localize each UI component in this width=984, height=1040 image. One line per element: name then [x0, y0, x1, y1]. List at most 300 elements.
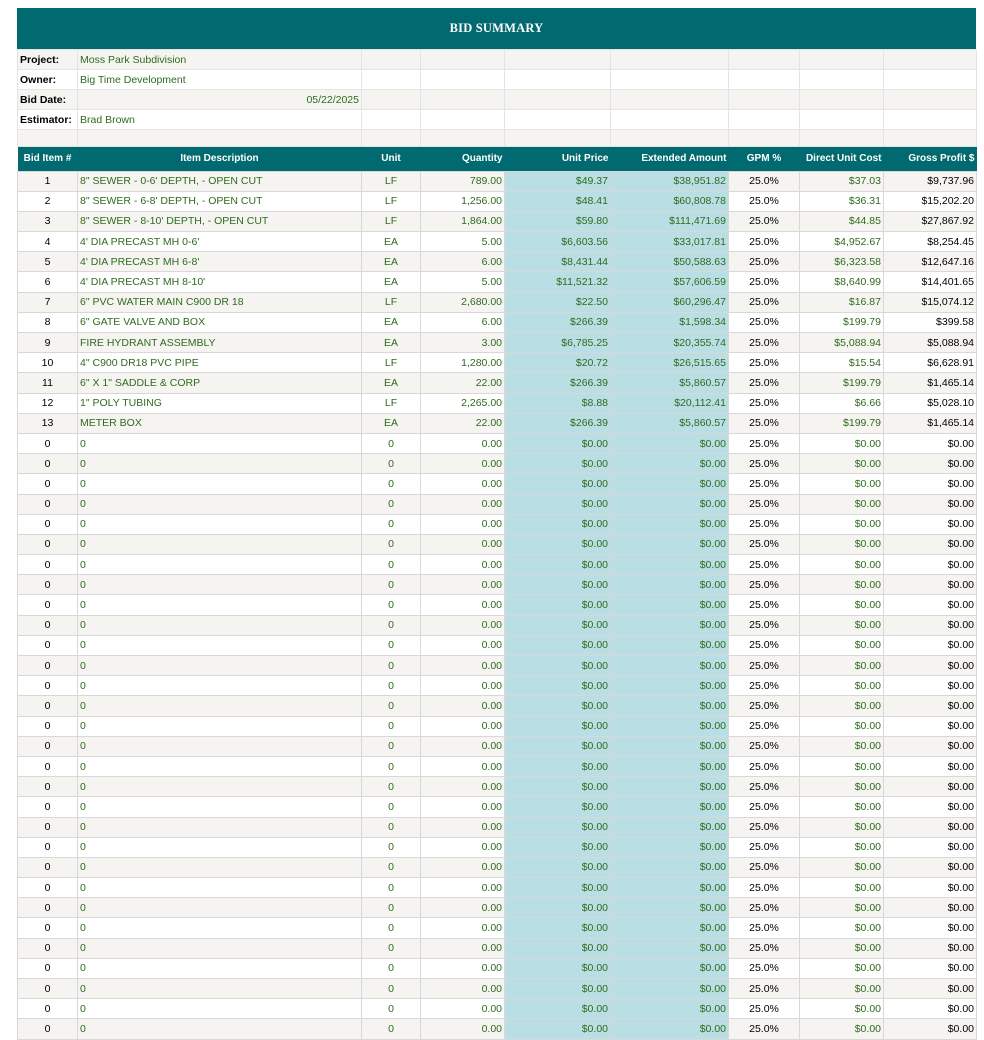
cell-unit-price[interactable]: $11,521.32 — [505, 272, 611, 292]
cell-direct-unit-cost[interactable]: $0.00 — [800, 777, 884, 797]
cell-extended-amount[interactable]: $0.00 — [611, 777, 729, 797]
cell-bid-item-number[interactable]: 0 — [18, 1019, 78, 1039]
cell-gpm-percent[interactable]: 25.0% — [729, 756, 800, 776]
cell-bid-item-number[interactable]: 5 — [18, 252, 78, 272]
cell-gpm-percent[interactable]: 25.0% — [729, 232, 800, 252]
cell-direct-unit-cost[interactable]: $0.00 — [800, 878, 884, 898]
project-label[interactable]: Project: — [18, 50, 78, 70]
cell-gpm-percent[interactable]: 25.0% — [729, 999, 800, 1019]
cell-unit[interactable]: LF — [362, 353, 421, 373]
cell-item-description[interactable]: 4' DIA PRECAST MH 8-10' — [78, 272, 362, 292]
cell-gross-profit[interactable]: $0.00 — [884, 615, 977, 635]
cell-quantity[interactable]: 6.00 — [421, 312, 505, 332]
cell-gpm-percent[interactable]: 25.0% — [729, 656, 800, 676]
column-header-direct-unit-cost[interactable]: Direct Unit Cost — [800, 147, 884, 171]
cell-gross-profit[interactable]: $0.00 — [884, 656, 977, 676]
cell-quantity[interactable]: 0.00 — [421, 1019, 505, 1039]
empty-cell[interactable] — [505, 130, 611, 147]
cell-unit[interactable]: 0 — [362, 918, 421, 938]
cell-unit-price[interactable]: $0.00 — [505, 817, 611, 837]
cell-extended-amount[interactable]: $0.00 — [611, 817, 729, 837]
cell-gross-profit[interactable]: $0.00 — [884, 534, 977, 554]
cell-item-description[interactable]: 0 — [78, 615, 362, 635]
cell-unit-price[interactable]: $0.00 — [505, 938, 611, 958]
cell-unit[interactable]: EA — [362, 272, 421, 292]
cell-quantity[interactable]: 0.00 — [421, 433, 505, 453]
cell-item-description[interactable]: 4' DIA PRECAST MH 0-6' — [78, 232, 362, 252]
cell-gpm-percent[interactable]: 25.0% — [729, 373, 800, 393]
cell-item-description[interactable]: 0 — [78, 797, 362, 817]
cell-unit-price[interactable]: $0.00 — [505, 736, 611, 756]
cell-gross-profit[interactable]: $0.00 — [884, 635, 977, 655]
cell-direct-unit-cost[interactable]: $0.00 — [800, 494, 884, 514]
cell-unit[interactable]: LF — [362, 393, 421, 413]
cell-gpm-percent[interactable]: 25.0% — [729, 777, 800, 797]
cell-quantity[interactable]: 0.00 — [421, 777, 505, 797]
cell-gross-profit[interactable]: $0.00 — [884, 494, 977, 514]
cell-unit-price[interactable]: $48.41 — [505, 191, 611, 211]
cell-unit-price[interactable]: $0.00 — [505, 454, 611, 474]
cell-gross-profit[interactable]: $0.00 — [884, 696, 977, 716]
cell-extended-amount[interactable]: $0.00 — [611, 454, 729, 474]
cell-unit[interactable]: 0 — [362, 1019, 421, 1039]
cell-unit[interactable]: 0 — [362, 454, 421, 474]
cell-quantity[interactable]: 1,280.00 — [421, 353, 505, 373]
empty-cell[interactable] — [421, 70, 505, 90]
cell-unit[interactable]: 0 — [362, 595, 421, 615]
cell-unit[interactable]: 0 — [362, 999, 421, 1019]
cell-quantity[interactable]: 0.00 — [421, 474, 505, 494]
cell-gross-profit[interactable]: $27,867.92 — [884, 211, 977, 231]
cell-extended-amount[interactable]: $0.00 — [611, 555, 729, 575]
cell-unit[interactable]: 0 — [362, 837, 421, 857]
cell-extended-amount[interactable]: $0.00 — [611, 736, 729, 756]
column-header-quantity[interactable]: Quantity — [421, 147, 505, 171]
cell-extended-amount[interactable]: $0.00 — [611, 595, 729, 615]
cell-unit-price[interactable]: $0.00 — [505, 534, 611, 554]
cell-extended-amount[interactable]: $0.00 — [611, 494, 729, 514]
cell-extended-amount[interactable]: $0.00 — [611, 979, 729, 999]
cell-quantity[interactable]: 0.00 — [421, 797, 505, 817]
cell-direct-unit-cost[interactable]: $0.00 — [800, 534, 884, 554]
cell-item-description[interactable]: 0 — [78, 474, 362, 494]
cell-gross-profit[interactable]: $0.00 — [884, 474, 977, 494]
cell-bid-item-number[interactable]: 0 — [18, 777, 78, 797]
empty-cell[interactable] — [611, 70, 729, 90]
cell-unit-price[interactable]: $0.00 — [505, 999, 611, 1019]
cell-gpm-percent[interactable]: 25.0% — [729, 837, 800, 857]
cell-gross-profit[interactable]: $0.00 — [884, 958, 977, 978]
cell-unit[interactable]: 0 — [362, 938, 421, 958]
cell-extended-amount[interactable]: $26,515.65 — [611, 353, 729, 373]
cell-gross-profit[interactable]: $399.58 — [884, 312, 977, 332]
cell-bid-item-number[interactable]: 0 — [18, 857, 78, 877]
column-header-gpm-percent[interactable]: GPM % — [729, 147, 800, 171]
cell-unit[interactable]: 0 — [362, 656, 421, 676]
cell-unit[interactable]: 0 — [362, 878, 421, 898]
cell-quantity[interactable]: 0.00 — [421, 958, 505, 978]
cell-gpm-percent[interactable]: 25.0% — [729, 433, 800, 453]
empty-cell[interactable] — [505, 90, 611, 110]
cell-gpm-percent[interactable]: 25.0% — [729, 252, 800, 272]
cell-quantity[interactable]: 6.00 — [421, 252, 505, 272]
cell-item-description[interactable]: 0 — [78, 514, 362, 534]
cell-direct-unit-cost[interactable]: $4,952.67 — [800, 232, 884, 252]
cell-extended-amount[interactable]: $0.00 — [611, 898, 729, 918]
cell-unit-price[interactable]: $0.00 — [505, 1019, 611, 1039]
empty-cell[interactable] — [729, 70, 800, 90]
cell-item-description[interactable]: 0 — [78, 534, 362, 554]
cell-unit-price[interactable]: $0.00 — [505, 797, 611, 817]
cell-unit[interactable]: EA — [362, 252, 421, 272]
empty-cell[interactable] — [421, 130, 505, 147]
cell-unit-price[interactable]: $0.00 — [505, 958, 611, 978]
cell-unit[interactable]: 0 — [362, 615, 421, 635]
cell-gpm-percent[interactable]: 25.0% — [729, 635, 800, 655]
cell-bid-item-number[interactable]: 2 — [18, 191, 78, 211]
bid-date-label[interactable]: Bid Date: — [18, 90, 78, 110]
cell-gross-profit[interactable]: $6,628.91 — [884, 353, 977, 373]
cell-extended-amount[interactable]: $0.00 — [611, 615, 729, 635]
cell-bid-item-number[interactable]: 0 — [18, 514, 78, 534]
cell-unit[interactable]: 0 — [362, 514, 421, 534]
cell-unit-price[interactable]: $0.00 — [505, 575, 611, 595]
cell-gross-profit[interactable]: $0.00 — [884, 555, 977, 575]
column-header-gross-profit[interactable]: Gross Profit $ — [884, 147, 977, 171]
cell-extended-amount[interactable]: $60,808.78 — [611, 191, 729, 211]
cell-bid-item-number[interactable]: 0 — [18, 898, 78, 918]
cell-direct-unit-cost[interactable]: $37.03 — [800, 171, 884, 191]
cell-unit[interactable]: 0 — [362, 958, 421, 978]
cell-unit[interactable]: 0 — [362, 635, 421, 655]
cell-unit-price[interactable]: $8,431.44 — [505, 252, 611, 272]
cell-bid-item-number[interactable]: 3 — [18, 211, 78, 231]
cell-unit[interactable]: 0 — [362, 898, 421, 918]
cell-bid-item-number[interactable]: 11 — [18, 373, 78, 393]
cell-direct-unit-cost[interactable]: $15.54 — [800, 353, 884, 373]
cell-quantity[interactable]: 0.00 — [421, 736, 505, 756]
owner-label[interactable]: Owner: — [18, 70, 78, 90]
cell-gross-profit[interactable]: $8,254.45 — [884, 232, 977, 252]
cell-unit[interactable]: EA — [362, 333, 421, 353]
cell-gpm-percent[interactable]: 25.0% — [729, 171, 800, 191]
cell-gpm-percent[interactable]: 25.0% — [729, 676, 800, 696]
cell-direct-unit-cost[interactable]: $0.00 — [800, 999, 884, 1019]
empty-cell[interactable] — [729, 90, 800, 110]
cell-bid-item-number[interactable]: 10 — [18, 353, 78, 373]
cell-gpm-percent[interactable]: 25.0% — [729, 413, 800, 433]
cell-quantity[interactable]: 0.00 — [421, 979, 505, 999]
empty-cell[interactable] — [18, 130, 78, 147]
cell-direct-unit-cost[interactable]: $0.00 — [800, 817, 884, 837]
cell-quantity[interactable]: 0.00 — [421, 716, 505, 736]
cell-extended-amount[interactable]: $0.00 — [611, 999, 729, 1019]
cell-quantity[interactable]: 1,256.00 — [421, 191, 505, 211]
cell-bid-item-number[interactable]: 4 — [18, 232, 78, 252]
cell-extended-amount[interactable]: $0.00 — [611, 534, 729, 554]
cell-bid-item-number[interactable]: 0 — [18, 575, 78, 595]
cell-gross-profit[interactable]: $0.00 — [884, 817, 977, 837]
cell-quantity[interactable]: 0.00 — [421, 615, 505, 635]
cell-item-description[interactable]: 1" POLY TUBING — [78, 393, 362, 413]
cell-unit-price[interactable]: $49.37 — [505, 171, 611, 191]
cell-quantity[interactable]: 0.00 — [421, 656, 505, 676]
cell-unit-price[interactable]: $8.88 — [505, 393, 611, 413]
cell-quantity[interactable]: 0.00 — [421, 898, 505, 918]
cell-item-description[interactable]: 0 — [78, 696, 362, 716]
cell-gross-profit[interactable]: $5,028.10 — [884, 393, 977, 413]
cell-gross-profit[interactable]: $12,647.16 — [884, 252, 977, 272]
cell-bid-item-number[interactable]: 0 — [18, 534, 78, 554]
cell-unit[interactable]: 0 — [362, 817, 421, 837]
cell-extended-amount[interactable]: $0.00 — [611, 797, 729, 817]
cell-direct-unit-cost[interactable]: $0.00 — [800, 595, 884, 615]
cell-extended-amount[interactable]: $5,860.57 — [611, 413, 729, 433]
cell-bid-item-number[interactable]: 12 — [18, 393, 78, 413]
cell-direct-unit-cost[interactable]: $0.00 — [800, 635, 884, 655]
cell-bid-item-number[interactable]: 0 — [18, 716, 78, 736]
cell-gpm-percent[interactable]: 25.0% — [729, 958, 800, 978]
cell-unit[interactable]: 0 — [362, 676, 421, 696]
cell-unit-price[interactable]: $0.00 — [505, 756, 611, 776]
cell-unit-price[interactable]: $20.72 — [505, 353, 611, 373]
cell-unit[interactable]: 0 — [362, 979, 421, 999]
cell-unit-price[interactable]: $0.00 — [505, 979, 611, 999]
cell-gpm-percent[interactable]: 25.0% — [729, 393, 800, 413]
empty-cell[interactable] — [505, 70, 611, 90]
cell-item-description[interactable]: 0 — [78, 777, 362, 797]
empty-cell[interactable] — [611, 110, 729, 130]
bid-date-value[interactable]: 05/22/2025 — [78, 90, 362, 110]
cell-direct-unit-cost[interactable]: $199.79 — [800, 312, 884, 332]
cell-direct-unit-cost[interactable]: $0.00 — [800, 555, 884, 575]
cell-item-description[interactable]: 8" SEWER - 8-10' DEPTH, - OPEN CUT — [78, 211, 362, 231]
empty-cell[interactable] — [421, 50, 505, 70]
empty-cell[interactable] — [611, 90, 729, 110]
empty-cell[interactable] — [729, 110, 800, 130]
cell-extended-amount[interactable]: $60,296.47 — [611, 292, 729, 312]
cell-extended-amount[interactable]: $38,951.82 — [611, 171, 729, 191]
cell-gross-profit[interactable]: $14,401.65 — [884, 272, 977, 292]
cell-direct-unit-cost[interactable]: $6.66 — [800, 393, 884, 413]
cell-bid-item-number[interactable]: 8 — [18, 312, 78, 332]
cell-bid-item-number[interactable]: 0 — [18, 979, 78, 999]
cell-direct-unit-cost[interactable]: $0.00 — [800, 433, 884, 453]
cell-gross-profit[interactable]: $0.00 — [884, 716, 977, 736]
cell-extended-amount[interactable]: $57,606.59 — [611, 272, 729, 292]
cell-bid-item-number[interactable]: 9 — [18, 333, 78, 353]
cell-unit-price[interactable]: $59.80 — [505, 211, 611, 231]
cell-gross-profit[interactable]: $0.00 — [884, 797, 977, 817]
empty-cell[interactable] — [421, 90, 505, 110]
cell-gross-profit[interactable]: $0.00 — [884, 514, 977, 534]
empty-cell[interactable] — [362, 50, 421, 70]
cell-quantity[interactable]: 0.00 — [421, 817, 505, 837]
cell-bid-item-number[interactable]: 0 — [18, 474, 78, 494]
cell-unit-price[interactable]: $0.00 — [505, 837, 611, 857]
cell-unit-price[interactable]: $6,785.25 — [505, 333, 611, 353]
cell-extended-amount[interactable]: $0.00 — [611, 433, 729, 453]
cell-direct-unit-cost[interactable]: $0.00 — [800, 898, 884, 918]
cell-gross-profit[interactable]: $0.00 — [884, 837, 977, 857]
cell-quantity[interactable]: 5.00 — [421, 272, 505, 292]
cell-gross-profit[interactable]: $1,465.14 — [884, 373, 977, 393]
cell-direct-unit-cost[interactable]: $36.31 — [800, 191, 884, 211]
cell-gpm-percent[interactable]: 25.0% — [729, 211, 800, 231]
cell-unit-price[interactable]: $22.50 — [505, 292, 611, 312]
cell-direct-unit-cost[interactable]: $0.00 — [800, 837, 884, 857]
cell-gpm-percent[interactable]: 25.0% — [729, 595, 800, 615]
cell-quantity[interactable]: 22.00 — [421, 373, 505, 393]
cell-direct-unit-cost[interactable]: $0.00 — [800, 958, 884, 978]
cell-item-description[interactable]: 0 — [78, 878, 362, 898]
cell-extended-amount[interactable]: $0.00 — [611, 696, 729, 716]
cell-bid-item-number[interactable]: 0 — [18, 817, 78, 837]
empty-cell[interactable] — [729, 130, 800, 147]
cell-gross-profit[interactable]: $9,737.96 — [884, 171, 977, 191]
empty-cell[interactable] — [505, 50, 611, 70]
cell-direct-unit-cost[interactable]: $0.00 — [800, 676, 884, 696]
empty-cell[interactable] — [421, 110, 505, 130]
cell-unit-price[interactable]: $0.00 — [505, 918, 611, 938]
cell-extended-amount[interactable]: $0.00 — [611, 756, 729, 776]
empty-cell[interactable] — [362, 110, 421, 130]
empty-cell[interactable] — [362, 70, 421, 90]
cell-unit[interactable]: 0 — [362, 575, 421, 595]
cell-extended-amount[interactable]: $0.00 — [611, 676, 729, 696]
cell-unit[interactable]: EA — [362, 413, 421, 433]
cell-unit-price[interactable]: $0.00 — [505, 857, 611, 877]
cell-item-description[interactable]: 0 — [78, 676, 362, 696]
empty-cell[interactable] — [505, 110, 611, 130]
cell-gross-profit[interactable]: $0.00 — [884, 756, 977, 776]
cell-gross-profit[interactable]: $15,074.12 — [884, 292, 977, 312]
cell-item-description[interactable]: 0 — [78, 494, 362, 514]
cell-unit-price[interactable]: $0.00 — [505, 878, 611, 898]
cell-gross-profit[interactable]: $0.00 — [884, 898, 977, 918]
cell-direct-unit-cost[interactable]: $0.00 — [800, 615, 884, 635]
cell-bid-item-number[interactable]: 6 — [18, 272, 78, 292]
cell-direct-unit-cost[interactable]: $0.00 — [800, 696, 884, 716]
cell-quantity[interactable]: 0.00 — [421, 696, 505, 716]
estimator-value[interactable]: Brad Brown — [78, 110, 362, 130]
cell-unit-price[interactable]: $0.00 — [505, 777, 611, 797]
cell-item-description[interactable]: FIRE HYDRANT ASSEMBLY — [78, 333, 362, 353]
cell-extended-amount[interactable]: $5,860.57 — [611, 373, 729, 393]
cell-extended-amount[interactable]: $0.00 — [611, 656, 729, 676]
cell-gross-profit[interactable]: $0.00 — [884, 595, 977, 615]
cell-item-description[interactable]: 0 — [78, 1019, 362, 1039]
cell-direct-unit-cost[interactable]: $0.00 — [800, 1019, 884, 1039]
cell-direct-unit-cost[interactable]: $199.79 — [800, 373, 884, 393]
cell-unit-price[interactable]: $0.00 — [505, 615, 611, 635]
cell-direct-unit-cost[interactable]: $6,323.58 — [800, 252, 884, 272]
cell-direct-unit-cost[interactable]: $0.00 — [800, 797, 884, 817]
cell-extended-amount[interactable]: $20,112.41 — [611, 393, 729, 413]
cell-gross-profit[interactable]: $0.00 — [884, 938, 977, 958]
empty-cell[interactable] — [362, 130, 421, 147]
cell-quantity[interactable]: 1,864.00 — [421, 211, 505, 231]
empty-cell[interactable] — [884, 110, 977, 130]
owner-value[interactable]: Big Time Development — [78, 70, 362, 90]
empty-cell[interactable] — [362, 90, 421, 110]
cell-item-description[interactable]: 0 — [78, 999, 362, 1019]
cell-item-description[interactable]: 0 — [78, 817, 362, 837]
cell-direct-unit-cost[interactable]: $0.00 — [800, 918, 884, 938]
cell-bid-item-number[interactable]: 0 — [18, 958, 78, 978]
cell-quantity[interactable]: 0.00 — [421, 938, 505, 958]
cell-quantity[interactable]: 0.00 — [421, 555, 505, 575]
cell-unit-price[interactable]: $0.00 — [505, 595, 611, 615]
cell-extended-amount[interactable]: $0.00 — [611, 1019, 729, 1039]
estimator-label[interactable]: Estimator: — [18, 110, 78, 130]
cell-extended-amount[interactable]: $0.00 — [611, 857, 729, 877]
cell-item-description[interactable]: 6" GATE VALVE AND BOX — [78, 312, 362, 332]
cell-unit[interactable]: EA — [362, 312, 421, 332]
cell-unit-price[interactable]: $0.00 — [505, 696, 611, 716]
cell-item-description[interactable]: 6" X 1" SADDLE & CORP — [78, 373, 362, 393]
cell-direct-unit-cost[interactable]: $199.79 — [800, 413, 884, 433]
cell-extended-amount[interactable]: $0.00 — [611, 474, 729, 494]
cell-quantity[interactable]: 22.00 — [421, 413, 505, 433]
cell-bid-item-number[interactable]: 13 — [18, 413, 78, 433]
cell-quantity[interactable]: 789.00 — [421, 171, 505, 191]
cell-gross-profit[interactable]: $0.00 — [884, 857, 977, 877]
cell-unit-price[interactable]: $266.39 — [505, 413, 611, 433]
cell-unit-price[interactable]: $266.39 — [505, 373, 611, 393]
cell-bid-item-number[interactable]: 0 — [18, 797, 78, 817]
cell-gpm-percent[interactable]: 25.0% — [729, 797, 800, 817]
cell-direct-unit-cost[interactable]: $8,640.99 — [800, 272, 884, 292]
cell-extended-amount[interactable]: $0.00 — [611, 878, 729, 898]
column-header-extended-amount[interactable]: Extended Amount — [611, 147, 729, 171]
cell-direct-unit-cost[interactable]: $0.00 — [800, 454, 884, 474]
cell-bid-item-number[interactable]: 0 — [18, 433, 78, 453]
cell-gross-profit[interactable]: $0.00 — [884, 918, 977, 938]
cell-item-description[interactable]: 0 — [78, 433, 362, 453]
empty-cell[interactable] — [800, 130, 884, 147]
cell-item-description[interactable]: 0 — [78, 938, 362, 958]
cell-bid-item-number[interactable]: 0 — [18, 656, 78, 676]
column-header-unit-price[interactable]: Unit Price — [505, 147, 611, 171]
project-value[interactable]: Moss Park Subdivision — [78, 50, 362, 70]
cell-unit-price[interactable]: $6,603.56 — [505, 232, 611, 252]
cell-item-description[interactable]: 0 — [78, 454, 362, 474]
cell-item-description[interactable]: 0 — [78, 716, 362, 736]
cell-extended-amount[interactable]: $0.00 — [611, 514, 729, 534]
cell-gross-profit[interactable]: $0.00 — [884, 454, 977, 474]
cell-item-description[interactable]: 0 — [78, 635, 362, 655]
cell-gross-profit[interactable]: $0.00 — [884, 1019, 977, 1039]
cell-bid-item-number[interactable]: 1 — [18, 171, 78, 191]
cell-gpm-percent[interactable]: 25.0% — [729, 857, 800, 877]
cell-extended-amount[interactable]: $1,598.34 — [611, 312, 729, 332]
cell-extended-amount[interactable]: $0.00 — [611, 635, 729, 655]
cell-quantity[interactable]: 0.00 — [421, 676, 505, 696]
cell-quantity[interactable]: 0.00 — [421, 514, 505, 534]
cell-item-description[interactable]: 0 — [78, 736, 362, 756]
cell-quantity[interactable]: 0.00 — [421, 575, 505, 595]
cell-unit[interactable]: EA — [362, 373, 421, 393]
cell-bid-item-number[interactable]: 7 — [18, 292, 78, 312]
cell-bid-item-number[interactable]: 0 — [18, 938, 78, 958]
empty-cell[interactable] — [611, 130, 729, 147]
cell-gpm-percent[interactable]: 25.0% — [729, 736, 800, 756]
cell-bid-item-number[interactable]: 0 — [18, 878, 78, 898]
cell-item-description[interactable]: 8" SEWER - 6-8' DEPTH, - OPEN CUT — [78, 191, 362, 211]
cell-gpm-percent[interactable]: 25.0% — [729, 272, 800, 292]
cell-unit[interactable]: 0 — [362, 433, 421, 453]
